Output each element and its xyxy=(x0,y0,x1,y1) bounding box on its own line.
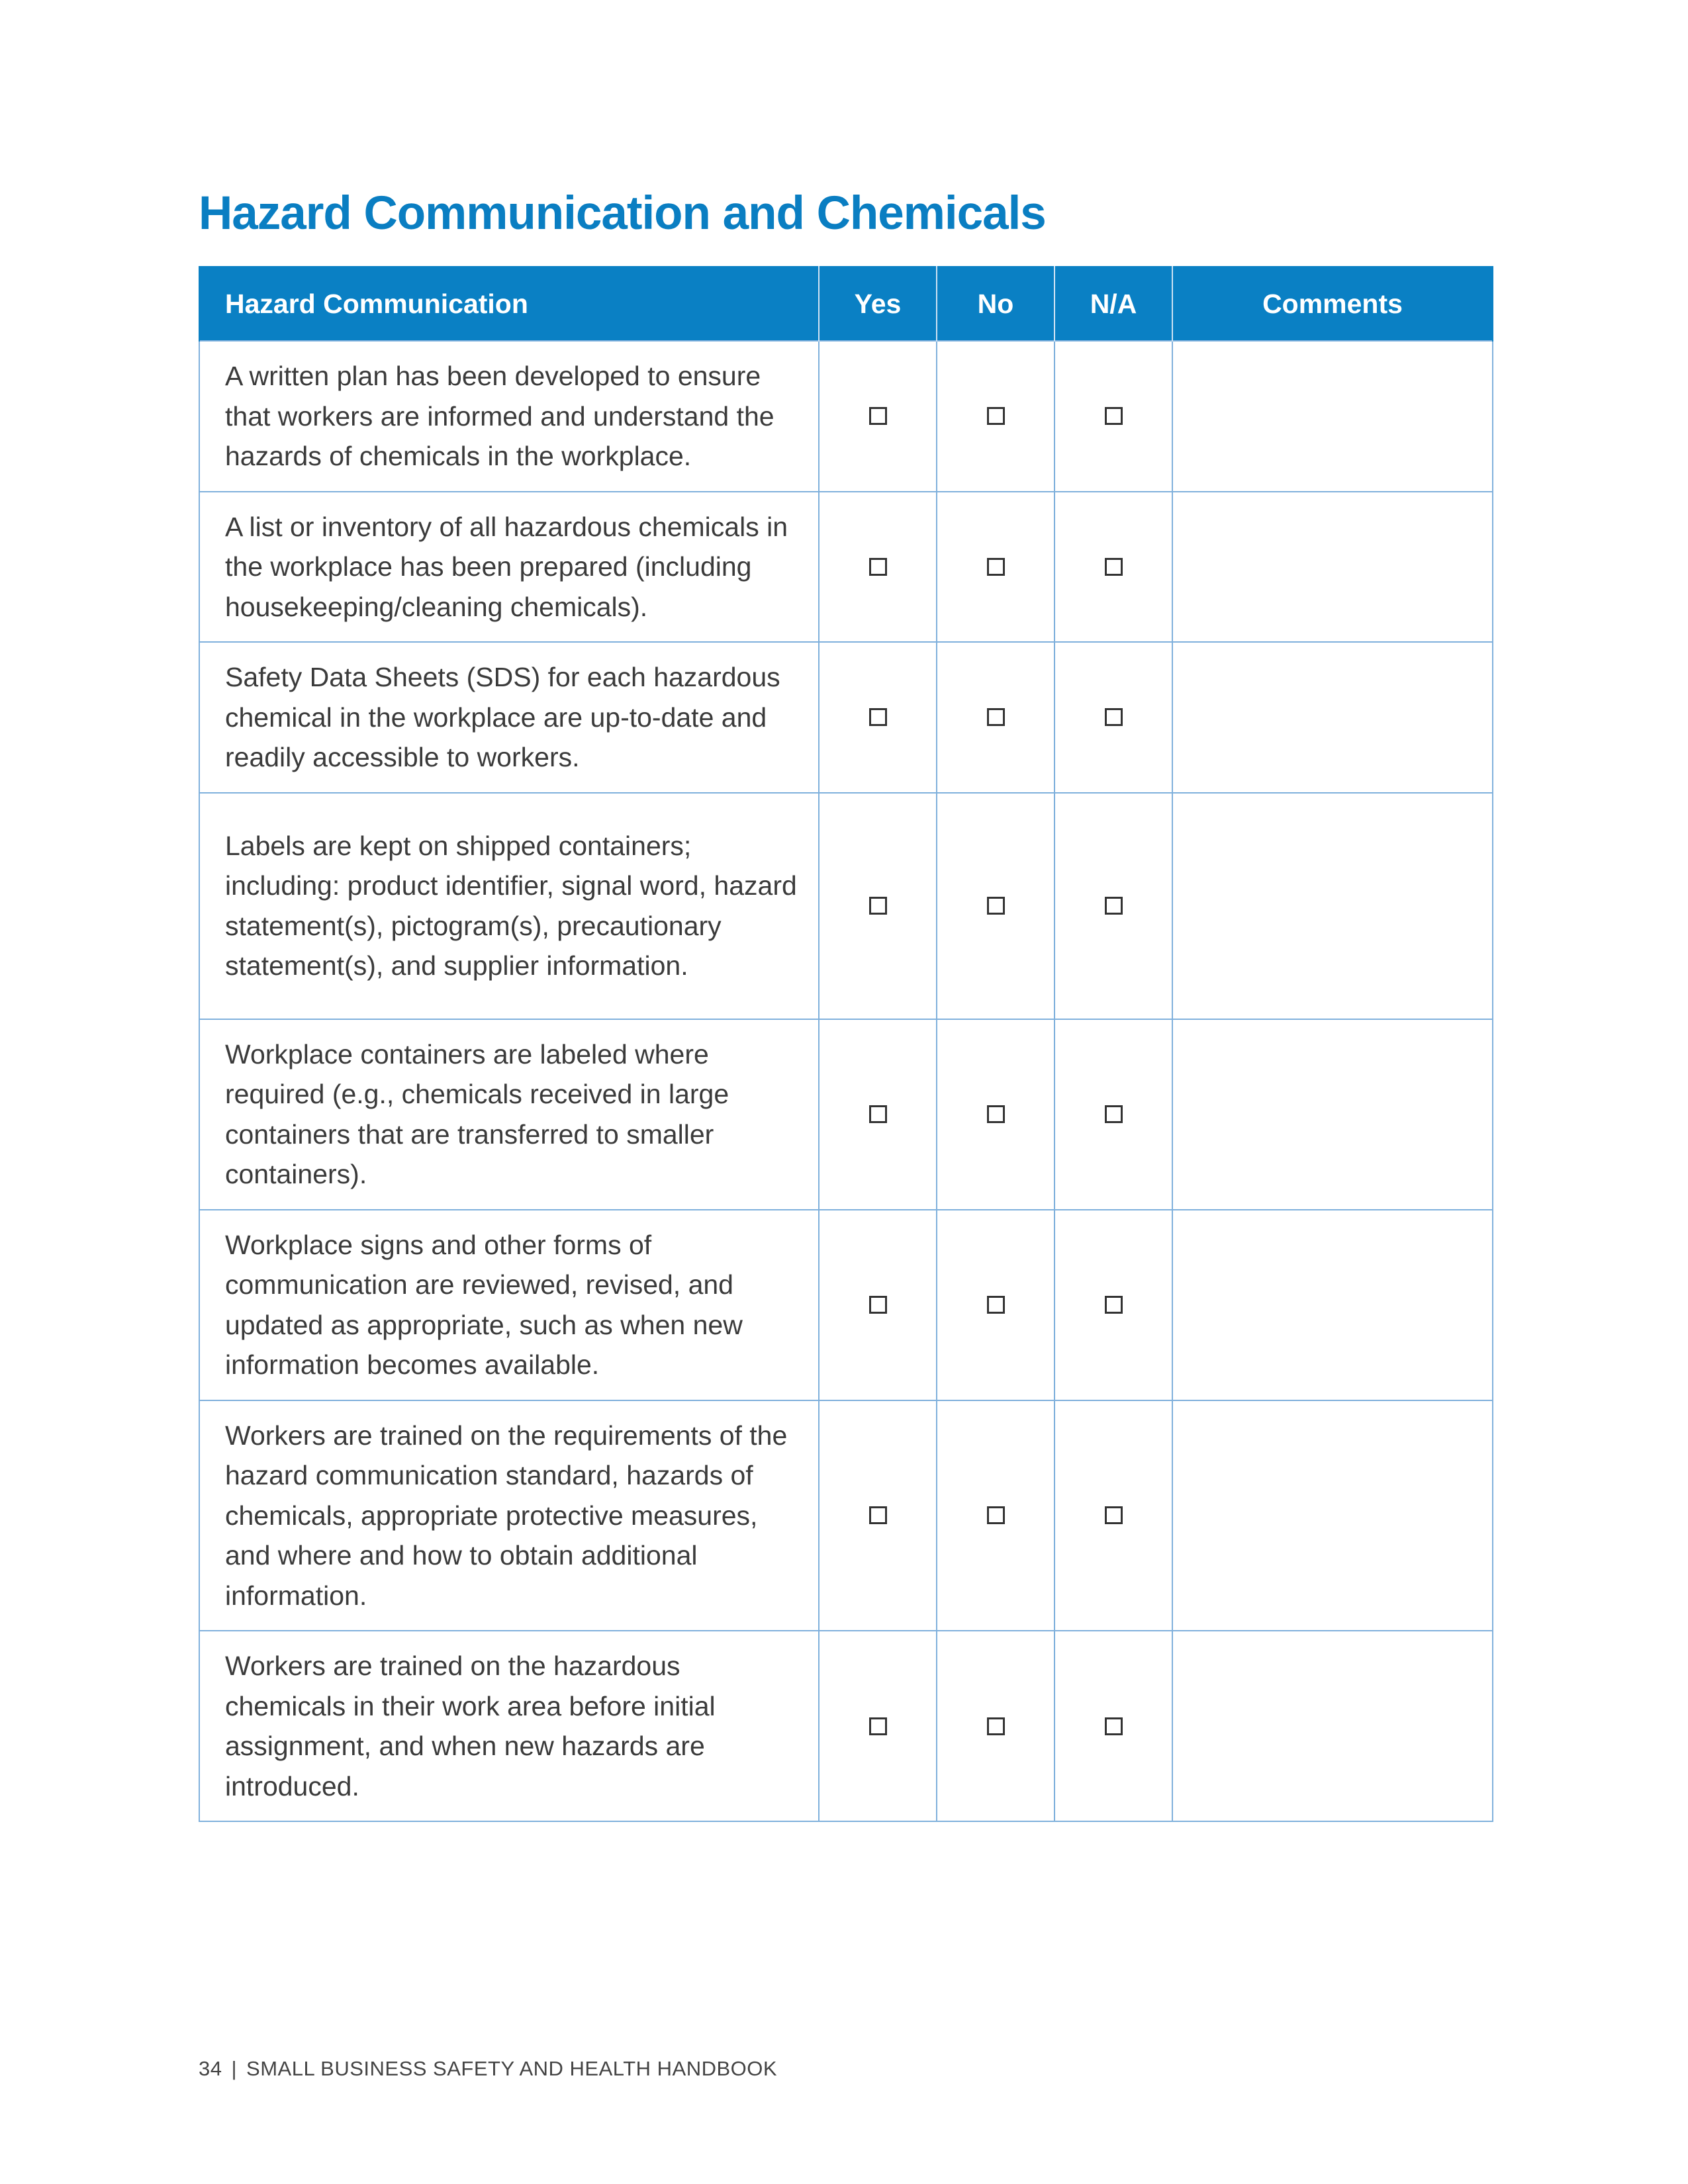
no-cell xyxy=(937,642,1055,793)
comment-cell[interactable] xyxy=(1172,341,1493,492)
yes-cell xyxy=(819,1019,937,1210)
comment-cell[interactable] xyxy=(1172,1400,1493,1631)
na-cell xyxy=(1055,642,1172,793)
yes-cell xyxy=(819,341,937,492)
yes-cell xyxy=(819,1631,937,1821)
yes-cell xyxy=(819,492,937,643)
no-cell xyxy=(937,793,1055,1019)
no-cell xyxy=(937,1400,1055,1631)
item-text: Safety Data Sheets (SDS) for each hazardous chemical in the workplace are up-to-date and readily accessible to workers. xyxy=(199,642,819,793)
yes-checkbox[interactable] xyxy=(869,1506,887,1524)
no-checkbox[interactable] xyxy=(987,708,1005,726)
no-cell xyxy=(937,492,1055,643)
na-cell xyxy=(1055,492,1172,643)
na-cell xyxy=(1055,1400,1172,1631)
page-title: Hazard Communication and Chemicals xyxy=(199,187,1046,240)
no-checkbox[interactable] xyxy=(987,558,1005,576)
table-row xyxy=(199,642,1493,793)
table-row xyxy=(199,793,1493,1019)
yes-checkbox[interactable] xyxy=(869,1296,887,1314)
comment-cell[interactable] xyxy=(1172,1019,1493,1210)
item-text: A written plan has been developed to ensure that workers are informed and understand the hazards of chemicals in the workplace. xyxy=(199,341,819,492)
item-text: Workers are trained on the requirements of the hazard communication standard, hazards of chemicals, appropriate protective measures, and where and how to obtain additional information. xyxy=(199,1400,819,1631)
yes-cell xyxy=(819,1400,937,1631)
yes-checkbox[interactable] xyxy=(869,558,887,576)
no-cell xyxy=(937,1210,1055,1400)
yes-checkbox[interactable] xyxy=(869,1717,887,1735)
no-checkbox[interactable] xyxy=(987,897,1005,915)
comment-cell[interactable] xyxy=(1172,1210,1493,1400)
na-cell xyxy=(1055,793,1172,1019)
no-checkbox[interactable] xyxy=(987,1717,1005,1735)
no-checkbox[interactable] xyxy=(987,1506,1005,1524)
no-checkbox[interactable] xyxy=(987,407,1005,425)
page-number: 34 xyxy=(199,2057,222,2080)
no-cell xyxy=(937,1631,1055,1821)
na-cell xyxy=(1055,1019,1172,1210)
footer-separator: | xyxy=(231,2057,238,2080)
na-checkbox[interactable] xyxy=(1105,1506,1123,1524)
yes-checkbox[interactable] xyxy=(869,897,887,915)
publication-title: SMALL BUSINESS SAFETY AND HEALTH HANDBOOK xyxy=(246,2057,778,2080)
table-row xyxy=(199,492,1493,643)
comment-cell[interactable] xyxy=(1172,793,1493,1019)
no-cell xyxy=(937,341,1055,492)
table-row xyxy=(199,1019,1493,1210)
yes-checkbox[interactable] xyxy=(869,1105,887,1123)
no-checkbox[interactable] xyxy=(987,1296,1005,1314)
header-no: No xyxy=(937,267,1055,341)
yes-checkbox[interactable] xyxy=(869,708,887,726)
comment-cell[interactable] xyxy=(1172,1631,1493,1821)
table-row xyxy=(199,1631,1493,1821)
na-checkbox[interactable] xyxy=(1105,1717,1123,1735)
header-comments: Comments xyxy=(1172,267,1493,341)
yes-cell xyxy=(819,793,937,1019)
na-checkbox[interactable] xyxy=(1105,558,1123,576)
header-yes: Yes xyxy=(819,267,937,341)
hazard-communication-checklist xyxy=(199,266,1493,1822)
header-item: Hazard Communication xyxy=(199,267,819,341)
table-row xyxy=(199,1400,1493,1631)
na-cell xyxy=(1055,1631,1172,1821)
na-cell xyxy=(1055,341,1172,492)
header-na: N/A xyxy=(1055,267,1172,341)
na-checkbox[interactable] xyxy=(1105,407,1123,425)
yes-cell xyxy=(819,642,937,793)
table-row xyxy=(199,341,1493,492)
comment-cell[interactable] xyxy=(1172,492,1493,643)
page-footer xyxy=(199,2057,777,2081)
na-checkbox[interactable] xyxy=(1105,1296,1123,1314)
item-text: Workplace containers are labeled where required (e.g., chemicals received in large containers that are transferred to smaller containers). xyxy=(199,1019,819,1210)
table-header-row xyxy=(199,267,1493,341)
comment-cell[interactable] xyxy=(1172,642,1493,793)
table-row xyxy=(199,1210,1493,1400)
na-cell xyxy=(1055,1210,1172,1400)
item-text: Workers are trained on the hazardous chemicals in their work area before initial assignment, and when new hazards are introduced. xyxy=(199,1631,819,1821)
no-cell xyxy=(937,1019,1055,1210)
item-text: Workplace signs and other forms of communication are reviewed, revised, and updated as appropriate, such as when new information becomes available. xyxy=(199,1210,819,1400)
na-checkbox[interactable] xyxy=(1105,1105,1123,1123)
na-checkbox[interactable] xyxy=(1105,897,1123,915)
item-text: A list or inventory of all hazardous chemicals in the workplace has been prepared (including housekeeping/cleaning chemicals). xyxy=(199,492,819,643)
item-text: Labels are kept on shipped containers; including: product identifier, signal word, hazard statement(s), pictogram(s), precautionary statement(s), and supplier information. xyxy=(199,793,819,1019)
yes-cell xyxy=(819,1210,937,1400)
yes-checkbox[interactable] xyxy=(869,407,887,425)
no-checkbox[interactable] xyxy=(987,1105,1005,1123)
na-checkbox[interactable] xyxy=(1105,708,1123,726)
